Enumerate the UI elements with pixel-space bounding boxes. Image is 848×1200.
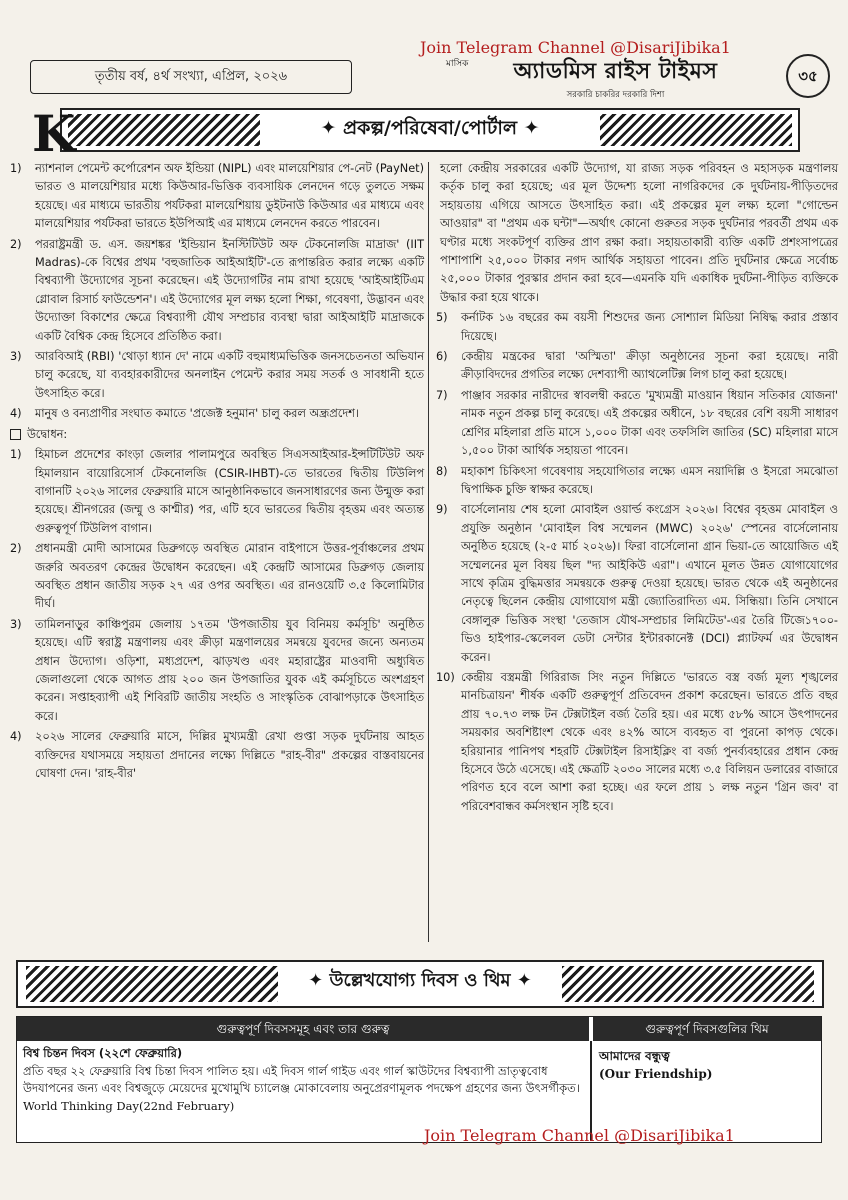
list-item: 1) ন্যাশনাল পেমেন্ট কর্পোরেশন অফ ইন্ডিয়া (NIPL) এবং মালয়েশিয়ার পে-নেট (PayNet) ভারত ও মালয়েশিয়ার মধ্যে কিউআর-ভিত্তিক ব্যবসায়িক লেনদেন গড়ে তুলতে সক্ষম হয়েছে। এর মাধ্যমে ভারতীয় পর্যটকরা মালয়েশিয়ায় ডুইটনাউ কিউআর এর মাধ্যমে এবং মালয়েশিয়ার পর্যটকরা ভারতে ইউপিআই এর মাধ্যমে লেনদেন করতে পারবেন। [10,162,424,231]
theme-bengali: আমাদের বন্ধুত্ব [599,1049,670,1063]
list-item: 2) প্রধানমন্ত্রী মোদী আসামের ডিব্রুগড়ে অবস্থিত মোরান বাইপাসে উত্তর-পূর্বাঞ্চলের প্রথম জরুরি অবতরণ কেন্দ্রের উদ্বোধন করেছেন। এই কেন্দ্রটি আসামের ডিব্রুগড় জেলায় অবস্থিত প্রধান জাতীয় সড়ক ২৭ এর ওপর অবস্থিত। এর রানওয়েটি ৩.৫ কিলোমিটার দীর্ঘ। [10,542,424,611]
list-item: 3) তামিলনাড়ুর কাঞ্চিপুরম জেলায় ১৭তম 'উপজাতীয় যুব বিনিময় কর্মসূচি' অনুষ্ঠিত হয়েছে। এটি স্বরাষ্ট্র মন্ত্রণালয় এবং ক্রীড়া মন্ত্রণালয়ের সমন্বয়ে যুবদের জন্যে অন্যতম প্রধান উদ্যোগ। ওড়িশা, মধ্যপ্রদেশ, ঝাড়খণ্ড এবং মহারাষ্ট্রের মাওবাদী অধ্যুষিত জেলাগুলো থেকে আগত প্রায় ২০০ জন উপজাতির যুবক এই কর্মসূচিতে অংশগ্রহণ করেন। সপ্তাহব্যাপী এই শিবিরটি জাতীয় সংহতি ও সাংস্কৃতিক বোঝাপড়াকে উৎসাহিত করে। [10,617,424,723]
day-title: বিশ্ব চিন্তন দিবস (২২শে ফেব্রুয়ারি) [23,1046,183,1060]
page-number: ৩৫ [786,54,830,98]
section-title-projects: ✦ প্রকল্প/পরিষেবা/পোর্টাল ✦ [260,112,600,148]
magazine-brand [448,54,783,102]
list-item: 2) পররাষ্ট্রমন্ত্রী ড. এস. জয়শঙ্কর 'ইন্ডিয়ান ইনস্টিটিউট অফ টেকনোলজি মাদ্রাজ' (IIT Madras)-কে বিশ্বের প্রথম 'বহুজাতিক আইআইটি'-তে রূপান্তরিত করার লক্ষ্যে একটি বিশ্বব্যাপী উদ্যোগের সূচনা করেছেন। এই উদ্যোগটির নাম রাখা হয়েছে 'আইআইটিএম গ্লোবাল রিসার্চ ফাউন্ডেশন'। এই উদ্যোগের মূল লক্ষ্য হলো শিক্ষা, গবেষণা, উদ্ভাবন এবং উদ্যোক্তা বিকাশের ক্ষেত্রে বিশ্বব্যাপী যৌথ সম্প্রচার ব্যবস্থা দ্বারা আইআইটি মাদ্রাজকে একটি বৈশ্বিক কেন্দ্র হিসেবে প্রতিষ্ঠিত করা। [10,237,424,343]
section-title-days: ✦ উল্লেখযোগ্য দিবস ও থিম ✦ [278,965,562,1003]
left-column [10,160,424,960]
right-column [436,160,838,960]
project-list-left [10,160,424,424]
list-item: 1) হিমাচল প্রদেশের কাংড়া জেলার পালামপুরে অবস্থিত সিএসআইআর-ইন্সটিটিউট অফ হিমালয়ান বায়োরিসোর্স টেকনোলজি (CSIR-IHBT)-তে ভারতের দ্বিতীয় টিউলিপ বাগানটি ২০২৬ সালের ফেব্রুয়ারি মাসে আনুষ্ঠানিকভাবে জনসাধারণের জন্য উন্মুক্ত করা হয়েছে। শ্রীনগরের (জম্মু ও কাশ্মীর) পর, এটি হবে ভারতের দ্বিতীয় বৃহত্তম এবং অত্যন্ত গুরুত্বপূর্ণ টিউলিপ বাগান। [10,448,424,535]
table-header-themes: গুরুত্বপূর্ণ দিবসগুলির থিম [593,1017,821,1041]
issue-info: তৃতীয় বর্ষ, ৪র্থ সংখ্যা, এপ্রিল, ২০২৬ [94,69,288,84]
k-logo-mark: K [32,104,76,163]
project-list-right [436,309,838,816]
list-item: 4) মানুষ ও বন্যপ্রাণীর সংঘাত কমাতে 'প্রজেক্ট হনুমান' চালু করল অন্ধ্রপ্রদেশ। [10,407,359,421]
list-item: 4) ২০২৬ সালের ফেব্রুয়ারি মাসে, দিল্লির মুখ্যমন্ত্রী রেখা গুপ্তা সড়ক দুর্ঘটনায় আহত ব্যক্তিদের যথাসময়ে সহায়তা প্রদানের লক্ষ্যে দিল্লিতে "রাহ-বীর" প্রকল্পের বাস্তবায়নের ঘোষণা দেন। 'রাহ-বীর' [10,730,424,780]
list-item: 9) বার্সেলোনায় শেষ হলো মোবাইল ওয়ার্ল্ড কংগ্রেস ২০২৬। বিশ্বের বৃহত্তম মোবাইল ও প্রযুক্তি অনুষ্ঠান 'মোবাইল বিশ্ব সম্মেলন (MWC) ২০২৬' স্পেনের বার্সেলোনায় অনুষ্ঠিত হয়েছে (২-৫ মার্চ ২০২৬)। ফিরা বার্সেলোনা গ্রান ভিয়া-তে আয়োজিত এই সম্মেলনের মূল বিষয় ছিল "দ্য আইকিউ এরা"। এখানে মূলত উন্নত যোগাযোগের সাথে কৃত্রিম বুদ্ধিমত্তার সমন্বয়কে গুরুত্ব দেওয়া হয়েছে। ভারত থেকে এই অনুষ্ঠানের নেতৃত্বে ছিলেন কেন্দ্রীয় যোগাযোগ মন্ত্রী জ্যোতিরাদিত্য এম. সিন্ধিয়া। তিনি সেখানে বেঙ্গালুরু ভিত্তিক সংস্থা 'তেজাস যৌথ-সম্প্রচার লিমিটেড'-এর তৈরি টিজে১৭০০-ভিও হাইপার-স্কেলেবল ডেটা সেন্টার ইন্টারকানেক্ট (DCI) প্ল্যাটফর্ম এর উদ্বোধন করেন। [436,503,838,664]
list-item: 5) কর্নাটক ১৬ বছরের কম বয়সী শিশুদের জন্য সোশ্যাল মিডিয়া নিষিদ্ধ করার প্রস্তাব দিয়েছে। [436,311,838,343]
telegram-link-top[interactable]: Join Telegram Channel @DisariJibika1 [420,38,731,57]
section-banner-projects [32,104,800,163]
table-header-days: গুরুত্বপূর্ণ দিবসসমূহ এবং তার গুরুত্ব [17,1017,589,1041]
list-item: 8) মহাকাশ চিকিৎসা গবেষণায় সহযোগিতার লক্ষ্যে এমস নয়াদিল্লি ও ইসরো সমঝোতা দ্বিপাক্ষিক চুক্তি স্বাক্ষর করেছে। [436,464,838,496]
list-item: 6) কেন্দ্রীয় মন্ত্রকের দ্বারা 'অস্মিতা' ক্রীড়া অনুষ্ঠানের সূচনা করা হয়েছে। নারী ক্রীড়াবিদদের প্রগতির লক্ষ্যে দেশব্যাপী অ্যাথলেটিক্স লিগ চালু করা হয়েছে। [436,350,838,382]
day-english-title: World Thinking Day(22nd February) [23,1098,235,1113]
list-item: 7) পাঞ্জাব সরকার নারীদের স্বাবলম্বী করতে 'মুখ্যমন্ত্রী মাওয়ান ধিয়ান সতিকার যোজনা' নামক নতুন প্রকল্প চালু করেছে। এই প্রকল্পের অধীনে, ১৮ বছরের বেশি বয়সী সাধারণ শ্রেণির মহিলারা প্রতি মাসে ১,০০০ টাকা এবং তফসিলি জাতির (SC) মহিলারা মাসে ১,৫০০ টাকা আর্থিক সহায়তা পাবেন। [436,388,838,458]
continued-paragraph: হলো কেন্দ্রীয় সরকারের একটি উদ্যোগ, যা রাজ্য সড়ক পরিবহন ও মহাসড়ক মন্ত্রণালয় কর্তৃক চালু করা হয়েছে; এর মূল উদ্দেশ্য হলো নাগরিকদের কে দুর্ঘটনায়-পীড়িতদের সহায়তায় এগিয়ে আসতে উৎসাহিত করা। এই প্রকল্পের মূল লক্ষ্য হলো "গোল্ডেন আওয়ার" বা "প্রথম এক ঘন্টা"—অর্থাৎ কোনো গুরুতর সড়ক দুর্ঘটনার পরবর্তী প্রথম এক ঘণ্টার মধ্যে সংকটপূর্ণ ব্যক্তির প্রাণ রক্ষা করা। সহায়তাকারী ব্যক্তি একটি প্রশংসাপত্রের পাশাপাশি ২৫,০০০ টাকার নগদ আর্থিক সহায়তা পাবেন। প্রতি দুর্ঘটনার ক্ষেত্রে সর্বোচ্চ ২৫,০০০ টাকার পুরস্কার প্রদান করা হবে—এমনকি যদি একাধিক দুর্ঘটনা-পীড়িত ব্যক্তিকে উদ্ধার করা হয়ে থাকে। [440,162,838,304]
telegram-link-bottom[interactable]: Join Telegram Channel @DisariJibika1 [424,1126,735,1145]
important-days-table [16,1016,822,1143]
section-banner-days [16,960,824,1008]
inauguration-heading-label: উদ্বোধন: [27,427,68,441]
list-item: 10) কেন্দ্রীয় বস্ত্রমন্ত্রী গিরিরাজ সিং নতুন দিল্লিতে 'ভারতে বস্ত্র বর্জ্য মূল্য শৃঙ্খলের মানচিত্রায়ন' শীর্ষক একটি গুরুত্বপূর্ণ প্রতিবেদন প্রকাশ করেছেন। ভারতে প্রতি বছর প্রায় ৭০.৭৩ লক্ষ টন টেক্সটাইল বর্জ্য তৈরি হয়। এর মধ্যে ৫৮% আসে উৎপাদনের সময়কার অবশিষ্টাংশ থেকে এবং ৪২% আসে ব্যবহৃত বা পুরনো কাপড় থেকে। হরিয়ানার পানিপথ শহরটি টেক্সটাইল রিসাইক্লিং বা বর্জ্য পুনর্ব্যবহারের প্রধান কেন্দ্র হিসেবে উঠে এসেছে। এই ক্ষেত্রটি ২০৩০ সালের মধ্যে ৩.৫ বিলিয়ন ডলারের বাজারে পরিণত হবে বলে আশা করা হচ্ছে। এর ফলে প্রায় ১ লক্ষ নতুন 'গ্রিন জব' বা পরিবেশবান্ধব কর্মসংস্থান সৃষ্টি হবে। [436,670,838,813]
brand-subtitle: সরকারি চাকরির দরকারি দিশা [566,90,665,100]
inauguration-heading [10,426,424,444]
column-divider [428,162,429,942]
issue-info-box [30,60,352,94]
brand-name: অ্যাডমিস রাইস টাইমস [513,58,718,84]
checkbox-icon [10,429,21,440]
brand-tag: মাসিক [446,59,469,69]
list-item: 3) আরবিআই (RBI) 'থোড়া ধ্যান দে' নামে একটি বহুমাধ্যমভিত্তিক জনসচেতনতা অভিযান চালু করেছে, যা ব্যবহারকারীদের অনলাইন পেমেন্ট করার সময় সতর্ক ও সাবধানী হতে উৎসাহিত করে। [10,350,424,400]
theme-english: (Our Friendship) [599,1067,713,1081]
day-description: প্রতি বছর ২২ ফেব্রুয়ারি বিশ্ব চিন্তা দিবস পালিত হয়। এই দিবস গার্ল গাইড এবং গার্ল স্কাউটদের বিশ্বব্যাপী ভ্রাতৃত্ববোধ উদযাপনের জন্য এবং বিশ্বজুড়ে মেয়েদের মুখোমুখি চ্যালেঞ্জ মোকাবেলায় অনুপ্রেরণামূলক পদক্ষেপ গ্রহণের জন্য উৎসর্গীকৃত। [23,1063,580,1095]
table-cell-day [23,1045,585,1115]
table-cell-theme [599,1047,809,1083]
inauguration-list [10,446,424,783]
